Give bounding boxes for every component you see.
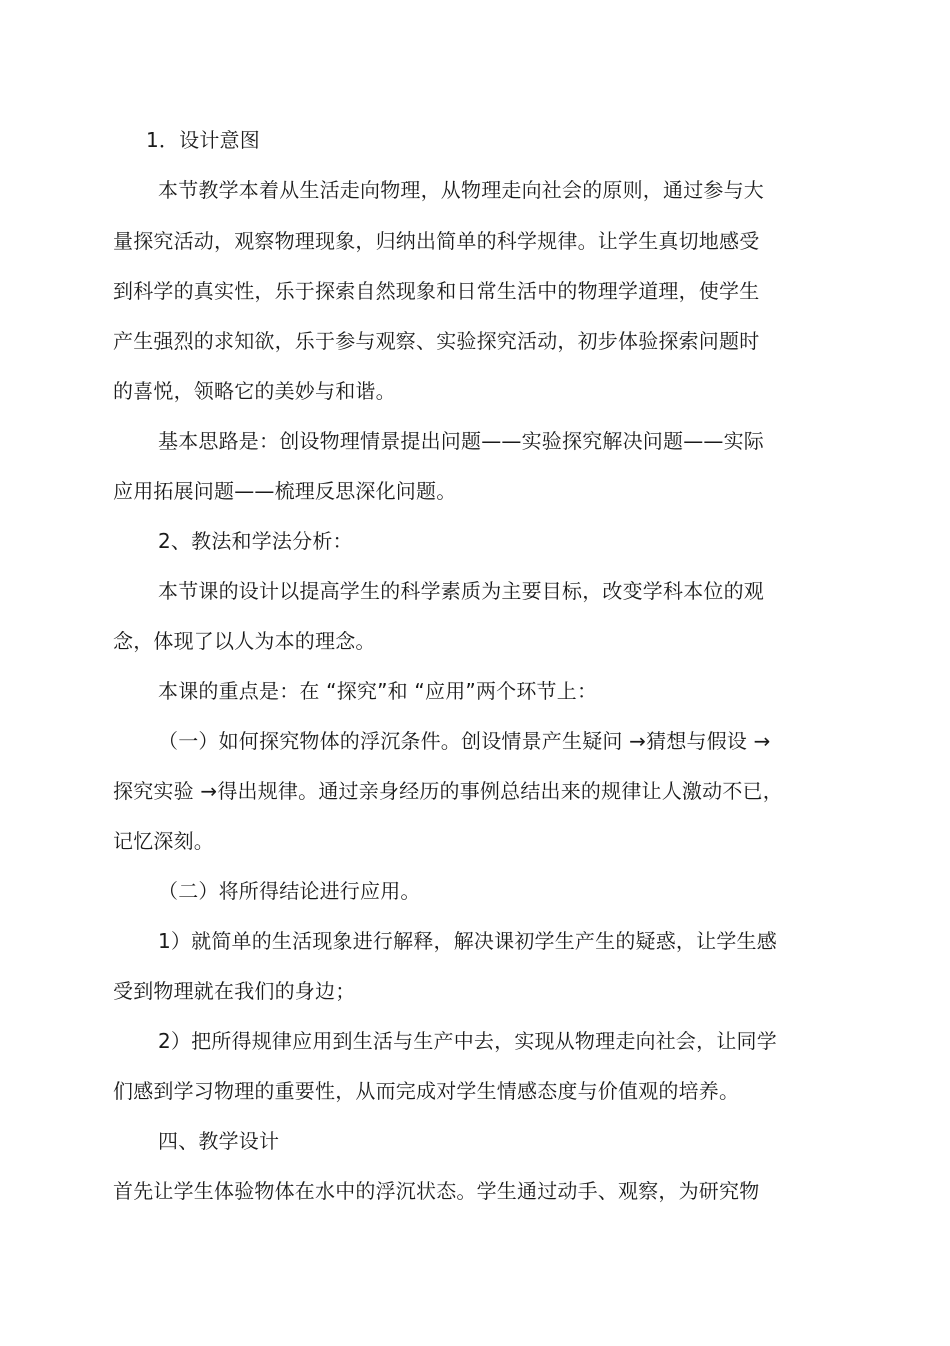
paragraph-line: 本节课的设计以提高学生的科学素质为主要目标，改变学科本位的观 — [158, 579, 764, 603]
paragraph-line: 首先让学生体验物体在水中的浮沉状态。学生通过动手、观察，为研究物 — [113, 1179, 760, 1203]
paragraph-line: 念，体现了以人为本的理念。 — [113, 629, 376, 653]
paragraph-line: （一）如何探究物体的浮沉条件。创设情景产生疑问 →猜想与假设 → — [158, 729, 771, 753]
paragraph-line: 2）把所得规律应用到生活与生产中去，实现从物理走向社会，让同学 — [158, 1029, 777, 1053]
section-heading-teaching-design: 四、教学设计 — [158, 1129, 280, 1153]
paragraph-line: 的喜悦，领略它的美妙与和谐。 — [113, 379, 396, 403]
paragraph-line: 们感到学习物理的重要性，从而完成对学生情感态度与价值观的培养。 — [113, 1079, 740, 1103]
paragraph-line: 1）就简单的生活现象进行解释，解决课初学生产生的疑惑，让学生感 — [158, 929, 777, 953]
paragraph-line: 本课的重点是：在 “探究”和 “应用”两个环节上： — [158, 679, 598, 703]
paragraph-line: 到科学的真实性，乐于探索自然现象和日常生活中的物理学道理，使学生 — [113, 279, 760, 303]
paragraph-line: 探究实验 →得出规律。通过亲身经历的事例总结出来的规律让人激动不已， — [113, 779, 783, 803]
paragraph-line: 基本思路是：创设物理情景提出问题——实验探究解决问题——实际 — [158, 429, 764, 453]
paragraph-line: 本节教学本着从生活走向物理，从物理走向社会的原则，通过参与大 — [158, 178, 764, 202]
paragraph-line: （二）将所得结论进行应用。 — [158, 879, 421, 903]
paragraph-line: 记忆深刻。 — [113, 829, 214, 853]
paragraph-line: 应用拓展问题——梳理反思深化问题。 — [113, 479, 457, 503]
paragraph-line: 产生强烈的求知欲，乐于参与观察、实验探究活动，初步体验探索问题时 — [113, 329, 760, 353]
section-heading-methods: 2、教法和学法分析： — [158, 529, 353, 553]
paragraph-line: 受到物理就在我们的身边； — [113, 979, 356, 1003]
paragraph-line: 量探究活动，观察物理现象，归纳出简单的科学规律。让学生真切地感受 — [113, 229, 760, 253]
section-heading-design-intent: 1．设计意图 — [146, 128, 260, 152]
